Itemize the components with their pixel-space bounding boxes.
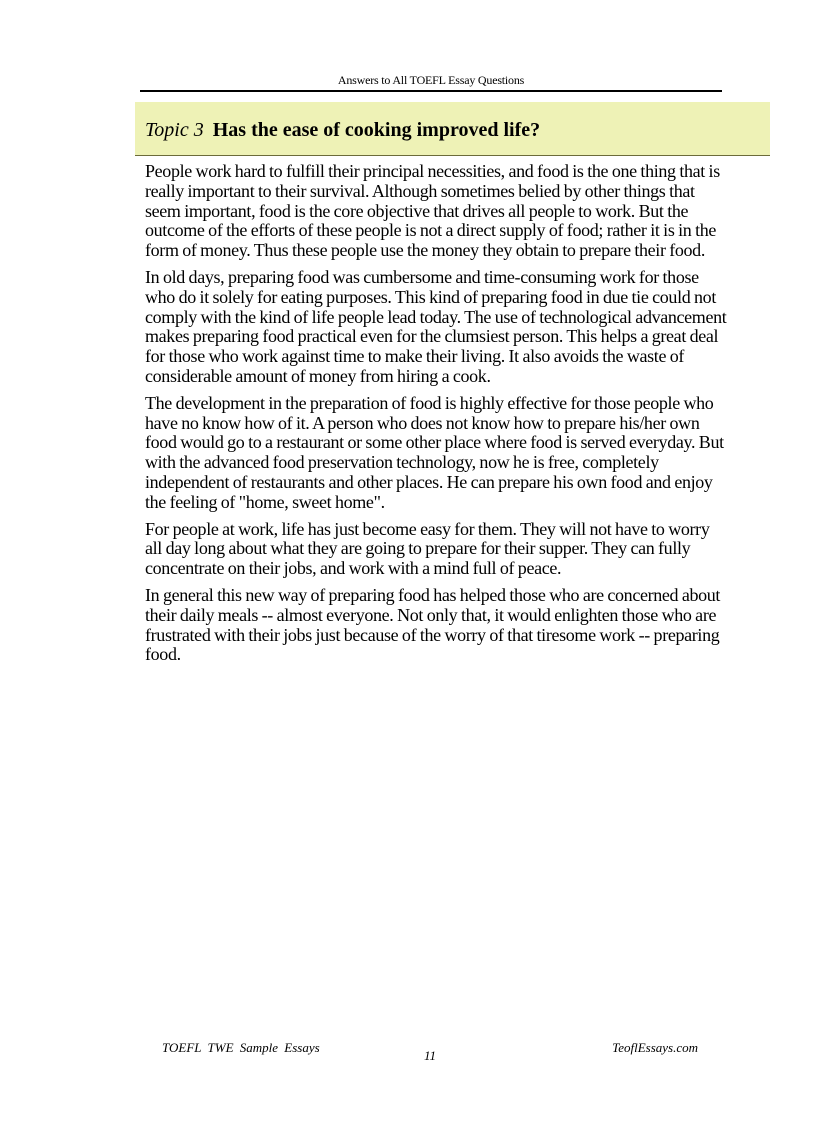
topic-title: Has the ease of cooking improved life? [212, 119, 541, 141]
essay-paragraph-1: People work hard to fulfill their principal necessities, and food is the one thing that is really important to their survival. Although sometimes belied by other things that seem important, food is the core objective that drives all people to work. But the outcome of the efforts of these people is not a direct supply of food; rather it is in the form of money. Thus these people use the money they obtain to prepare their food. [145, 161, 720, 261]
essay-paragraph-2: In old days, preparing food was cumbersome and time-consuming work for those who do it solely for eating purposes. This kind of preparing food in due tie could not comply with the kind of life people lead today. The use of technological advancement makes preparing food practical even for the clumsiest person. This helps a great deal for those who work against time to make their living. It also avoids the waste of considerable amount of money from hiring a cook. [145, 266, 727, 386]
essay-paragraph-4: For people at work, life has just become easy for them. They will not have to worry all day long about what they are going to prepare for their supper. They can fully concentrate on their jobs, and work with a mind full of peace. [145, 518, 710, 579]
topic-label: Topic 3 [145, 119, 204, 141]
running-header: Answers to All TOEFL Essay Questions [337, 73, 525, 87]
essay-paragraph-3: The development in the preparation of food is highly effective for those people who have no know how of it. A person who does not know how to prepare his/her own food would go to a restaurant or some other place where food is served everyday. But with the advanced food preservation technology, now he is free, completely independent of restaurants and other places. He can prepare his own food and enjoy the feeling of "home, sweet home". [145, 392, 724, 512]
page-number: 11 [423, 1048, 437, 1063]
footer-website: TeoflEssays.com [612, 1040, 698, 1055]
topic-banner [135, 102, 770, 156]
topic-heading [145, 118, 540, 142]
footer-book-title: TOEFL TWE Sample Essays [162, 1040, 320, 1055]
essay-paragraph-5: In general this new way of preparing food has helped those who are concerned about their daily meals -- almost everyone. Not only that, it would enlighten those who are frustrated with their jobs just because of the worry of that tiresome work -- preparing food. [145, 584, 721, 665]
header-divider [140, 90, 722, 92]
essay-body [145, 162, 730, 672]
